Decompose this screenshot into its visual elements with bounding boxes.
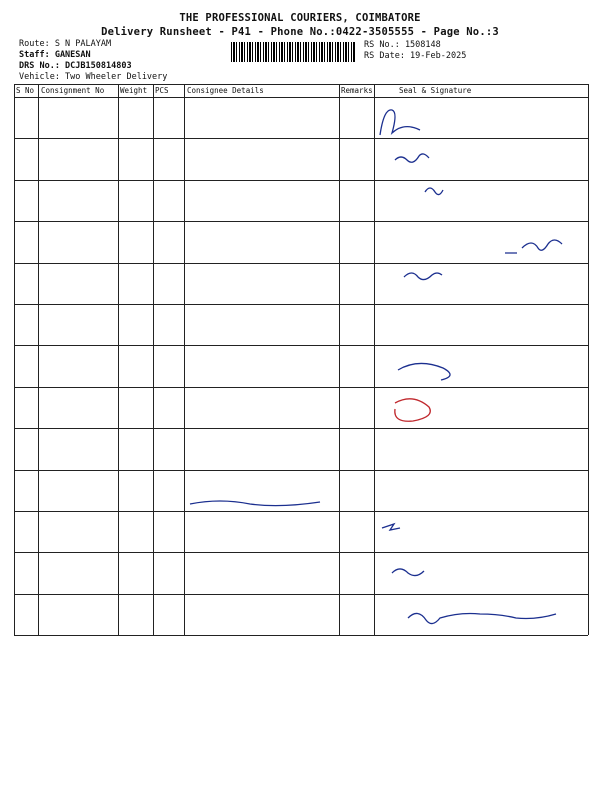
rs-date: RS Date: 19-Feb-2025 bbox=[364, 51, 467, 61]
column-divider bbox=[184, 84, 185, 635]
drs-number: DRS No.: DCJB150814803 bbox=[19, 61, 132, 71]
header-remarks: Remarks bbox=[341, 86, 373, 95]
row-divider bbox=[14, 221, 588, 222]
column-divider bbox=[14, 84, 15, 635]
row-divider bbox=[14, 470, 588, 471]
signature-mark-28 bbox=[395, 154, 429, 162]
row-divider bbox=[14, 387, 588, 388]
vehicle-info: Vehicle: Two Wheeler Delivery bbox=[19, 72, 168, 82]
staff-info: Staff: GANESAN bbox=[19, 50, 91, 60]
signature-mark-39 bbox=[408, 613, 556, 623]
row-divider bbox=[14, 263, 588, 264]
row-divider bbox=[14, 594, 588, 595]
barcode bbox=[231, 42, 355, 62]
signature-mark-30 bbox=[505, 240, 562, 253]
header-weight: Weight bbox=[120, 86, 148, 95]
row-divider bbox=[14, 138, 588, 139]
signature-mark-37 bbox=[382, 524, 400, 530]
signature-mark-29 bbox=[425, 188, 443, 195]
consignee-strike-36 bbox=[190, 501, 320, 506]
signature-mark-33 bbox=[398, 363, 450, 380]
column-divider bbox=[38, 84, 39, 635]
signature-mark-31 bbox=[404, 273, 442, 280]
header-pcs: PCS bbox=[155, 86, 169, 95]
header-consignment-no: Consignment No bbox=[41, 86, 105, 95]
row-divider bbox=[14, 635, 588, 636]
row-divider bbox=[14, 428, 588, 429]
rs-number: RS No.: 1508148 bbox=[364, 40, 441, 50]
company-title: THE PROFESSIONAL COURIERS, COIMBATORE bbox=[179, 12, 421, 24]
row-divider bbox=[14, 304, 588, 305]
header-bottom-border bbox=[14, 97, 588, 98]
row-divider bbox=[14, 345, 588, 346]
column-divider bbox=[153, 84, 154, 635]
header-consignee-details: Consignee Details bbox=[187, 86, 264, 95]
row-divider bbox=[14, 552, 588, 553]
signature-mark-38 bbox=[392, 569, 424, 576]
column-divider bbox=[588, 84, 589, 635]
column-divider bbox=[339, 84, 340, 635]
row-divider bbox=[14, 511, 588, 512]
signature-mark-34 bbox=[395, 399, 430, 421]
route-info: Route: S N PALAYAM bbox=[19, 39, 112, 49]
table-top-border bbox=[14, 84, 588, 85]
header-sno: S No bbox=[16, 86, 35, 95]
row-divider bbox=[14, 180, 588, 181]
column-divider bbox=[118, 84, 119, 635]
runsheet-subtitle: Delivery Runsheet - P41 - Phone No.:0422-3505555 - Page No.:3 bbox=[101, 26, 499, 38]
header-seal-signature: Seal & Signature bbox=[399, 86, 472, 95]
signature-mark-27 bbox=[380, 110, 420, 135]
column-divider bbox=[374, 84, 375, 635]
